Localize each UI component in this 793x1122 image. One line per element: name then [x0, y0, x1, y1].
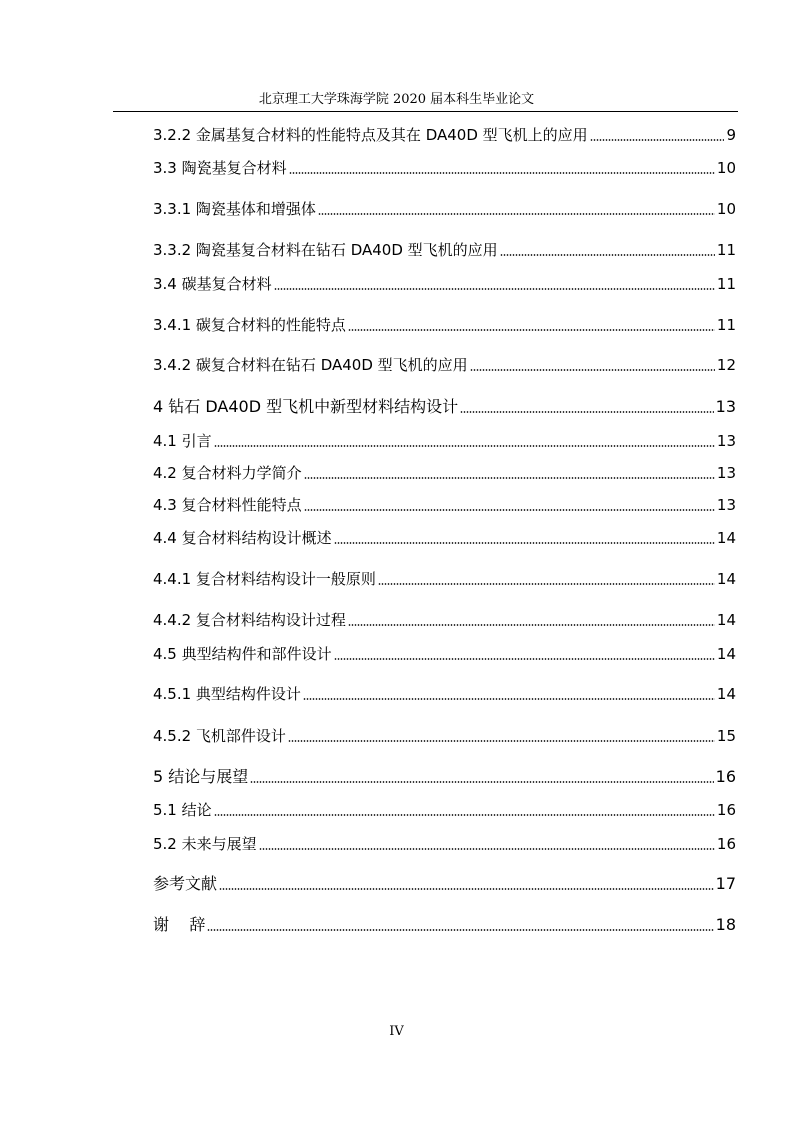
toc-entry-3-3-2[interactable]: [153, 238, 736, 260]
dot-leader: [348, 329, 715, 331]
toc-entry-4-5-2[interactable]: [153, 724, 736, 746]
toc-entry-page: 14: [716, 645, 736, 663]
toc-entry-3-3[interactable]: [153, 156, 736, 178]
toc-entry-page: 18: [715, 915, 736, 934]
dot-leader: [470, 369, 715, 371]
toc-entry-5-1[interactable]: [153, 798, 736, 820]
dot-leader: [500, 254, 715, 256]
toc-entry-title: 3.2.2 金属基复合材料的性能特点及其在 DA40D 型飞机上的应用: [153, 126, 588, 144]
dot-leader: [590, 139, 725, 141]
dot-leader: [378, 583, 715, 585]
dot-leader: [274, 288, 715, 290]
toc-entry-title: 5.2 未来与展望: [153, 835, 257, 853]
toc-entry-title: 4.1 引言: [153, 432, 212, 450]
toc-entry-page: 11: [716, 316, 736, 334]
toc-entry-page: 14: [716, 570, 736, 588]
dot-leader: [214, 445, 715, 447]
toc-entry-3-4[interactable]: [153, 272, 736, 294]
toc-entry-title: 4.4.1 复合材料结构设计一般原则: [153, 570, 376, 588]
toc-entry-page: 11: [716, 241, 736, 259]
page-number: IV: [389, 1024, 404, 1039]
toc-entry-page: 13: [716, 432, 736, 450]
toc-entry-page: 9: [726, 126, 736, 144]
toc-entry-page: 16: [715, 767, 736, 786]
toc-entry-chapter-5[interactable]: [153, 765, 736, 787]
dot-leader: [348, 624, 715, 626]
toc-entry-title: 4.5.1 典型结构件设计: [153, 685, 301, 703]
toc-entry-page: 16: [716, 835, 736, 853]
toc-entry-4-1[interactable]: [153, 429, 736, 451]
dot-leader: [334, 542, 715, 544]
dot-leader: [259, 848, 715, 850]
toc-entry-page: 17: [715, 874, 736, 893]
toc-entry-page: 11: [716, 275, 736, 293]
dot-leader: [334, 658, 715, 660]
toc-entry-5-2[interactable]: [153, 832, 736, 854]
toc-entry-title: 4.5.2 飞机部件设计: [153, 727, 286, 745]
dot-leader: [288, 740, 715, 742]
toc-entry-3-2-2[interactable]: [153, 123, 736, 145]
toc-entry-title: 5 结论与展望: [153, 767, 249, 786]
toc-entry-4-3[interactable]: [153, 493, 736, 515]
dot-leader: [219, 888, 714, 890]
toc-entry-title: 3.4.2 碳复合材料在钻石 DA40D 型飞机的应用: [153, 356, 468, 374]
toc-entry-title: 参考文献: [153, 874, 218, 893]
dot-leader: [304, 509, 715, 511]
toc-entry-title: 4 钻石 DA40D 型飞机中新型材料结构设计: [153, 397, 459, 416]
toc-entry-title: 谢 辞: [153, 915, 206, 934]
toc-entry-4-2[interactable]: [153, 461, 736, 483]
toc-entry-title: 4.5 典型结构件和部件设计: [153, 645, 332, 663]
toc-entry-3-4-1[interactable]: [153, 313, 736, 335]
toc-entry-title: 4.4 复合材料结构设计概述: [153, 529, 332, 547]
toc-entry-title: 3.4.1 碳复合材料的性能特点: [153, 316, 346, 334]
dot-leader: [214, 814, 715, 816]
header-rule: [113, 111, 738, 112]
toc-entry-title: 4.2 复合材料力学简介: [153, 464, 302, 482]
dot-leader: [304, 477, 715, 479]
running-header: 北京理工大学珠海学院 2020 届本科生毕业论文: [258, 92, 535, 107]
toc-entry-title: 3.3.2 陶瓷基复合材料在钻石 DA40D 型飞机的应用: [153, 241, 498, 259]
toc-entry-page: 14: [716, 611, 736, 629]
toc-entry-references[interactable]: [153, 872, 736, 894]
toc-entry-chapter-4[interactable]: [153, 395, 736, 417]
toc-entry-4-5-1[interactable]: [153, 682, 736, 704]
toc-entry-page: 10: [716, 200, 736, 218]
dot-leader: [289, 172, 715, 174]
toc-entry-title: 3.3 陶瓷基复合材料: [153, 159, 287, 177]
toc-entry-page: 16: [716, 801, 736, 819]
toc-entry-page: 13: [715, 397, 736, 416]
toc-entry-page: 13: [716, 464, 736, 482]
toc-entry-title: 5.1 结论: [153, 801, 212, 819]
dot-leader: [460, 411, 714, 413]
toc-entry-4-4-2[interactable]: [153, 608, 736, 630]
toc-entry-page: 13: [716, 496, 736, 514]
toc-entry-4-5[interactable]: [153, 642, 736, 664]
toc-entry-title: 3.4 碳基复合材料: [153, 275, 272, 293]
toc-entry-acknowledgements[interactable]: [153, 913, 736, 935]
toc-entry-page: 14: [716, 529, 736, 547]
toc-entry-title: 3.3.1 陶瓷基体和增强体: [153, 200, 316, 218]
toc-entry-page: 14: [716, 685, 736, 703]
toc-entry-page: 15: [716, 727, 736, 745]
dot-leader: [303, 698, 715, 700]
toc-entry-page: 10: [716, 159, 736, 177]
toc-entry-4-4-1[interactable]: [153, 567, 736, 589]
toc-entry-4-4[interactable]: [153, 526, 736, 548]
toc-entry-page: 12: [716, 356, 736, 374]
toc-entry-3-4-2[interactable]: [153, 353, 736, 375]
dot-leader: [207, 929, 713, 931]
dot-leader: [318, 213, 715, 215]
toc-entry-title: 4.4.2 复合材料结构设计过程: [153, 611, 346, 629]
dot-leader: [250, 781, 713, 783]
toc-entry-title: 4.3 复合材料性能特点: [153, 496, 302, 514]
toc-entry-3-3-1[interactable]: [153, 197, 736, 219]
